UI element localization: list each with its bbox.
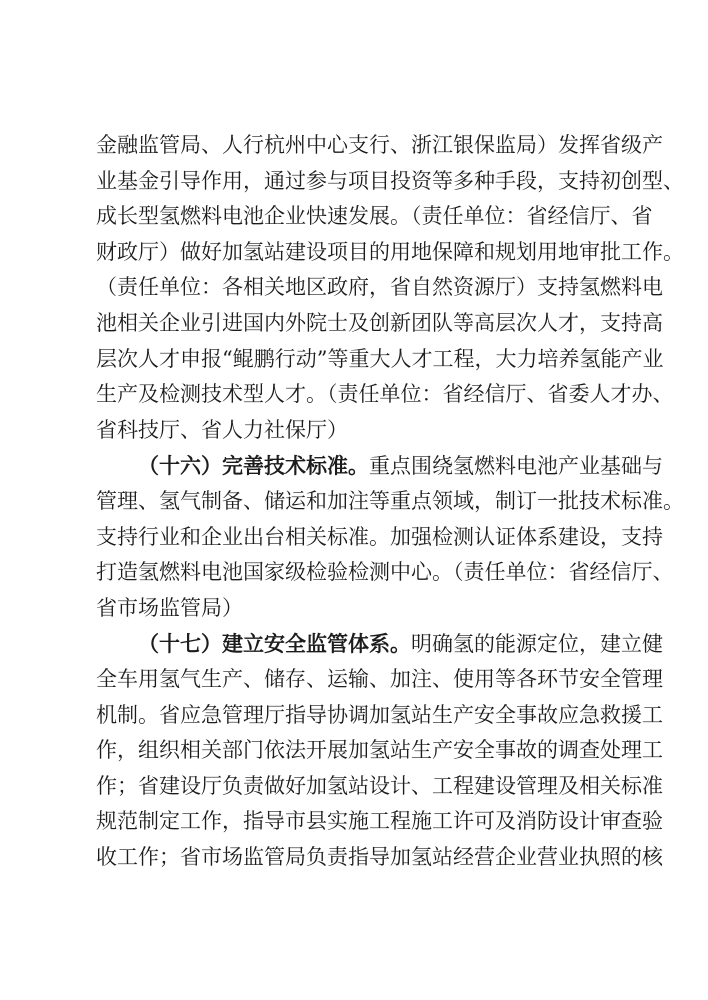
paragraph-first-line — [96, 448, 663, 484]
text-run: 明确氢的能源定位，建立健 — [411, 632, 663, 657]
text-line: 收工作；省市场监管局负责指导加氢站经营企业营业执照的核 — [96, 844, 663, 869]
text-run: 重点围绕氢燃料电池产业基础与 — [369, 454, 663, 479]
text-line: 支持行业和企业出台相关标准。加强检测认证体系建设，支持 — [96, 524, 663, 549]
text-line: 省市场监管局） — [96, 595, 243, 620]
text-line: 作，组织相关部门依法开展加氢站生产安全事故的调查处理工 — [96, 738, 663, 763]
text-line: 省科技厅、省人力社保厅） — [96, 417, 348, 442]
paragraph-technical-standards — [96, 448, 684, 626]
text-line: （责任单位：各相关地区政府，省自然资源厅）支持氢燃料电 — [96, 275, 663, 300]
paragraph-safety-supervision — [96, 626, 663, 875]
text-line: 全车用氢气生产、储存、运输、加注、使用等各环节安全管理 — [96, 666, 663, 691]
text-line: 作；省建设厅负责做好加氢站设计、工程建设管理及相关标准 — [96, 773, 663, 798]
text-line: 层次人才申报“鲲鹏行动”等重大人才工程，大力培养氢能产业 — [96, 346, 664, 371]
text-line: 生产及检测技术型人才。（责任单位：省经信厅、省委人才办、 — [96, 382, 674, 407]
section-heading: （十七）建立安全监管体系。 — [138, 631, 411, 657]
text-line: 规范制定工作，指导市县实施工程施工许可及消防设计审查验 — [96, 809, 663, 834]
document-body — [96, 128, 684, 875]
text-line: 打造氢燃料电池国家级检验检测中心。（责任单位：省经信厅、 — [96, 560, 674, 585]
text-line: 管理、氢气制备、储运和加注等重点领域，制订一批技术标准。 — [96, 488, 684, 513]
paragraph-continuation — [96, 128, 684, 448]
text-line: 池相关企业引进国内外院士及创新团队等高层次人才，支持高 — [96, 310, 663, 335]
text-line: 金融监管局、人行杭州中心支行、浙江银保监局）发挥省级产 — [96, 133, 663, 157]
section-heading: （十六）完善技术标准。 — [138, 453, 369, 479]
paragraph-first-line — [96, 626, 663, 662]
text-line: 业基金引导作用，通过参与项目投资等多种手段，支持初创型、 — [96, 168, 684, 193]
text-line: 财政厅）做好加氢站建设项目的用地保障和规划用地审批工作。 — [96, 239, 684, 264]
text-line: 机制。省应急管理厅指导协调加氢站生产安全事故应急救援工 — [96, 702, 663, 727]
text-line: 成长型氢燃料电池企业快速发展。（责任单位：省经信厅、省 — [96, 204, 653, 229]
